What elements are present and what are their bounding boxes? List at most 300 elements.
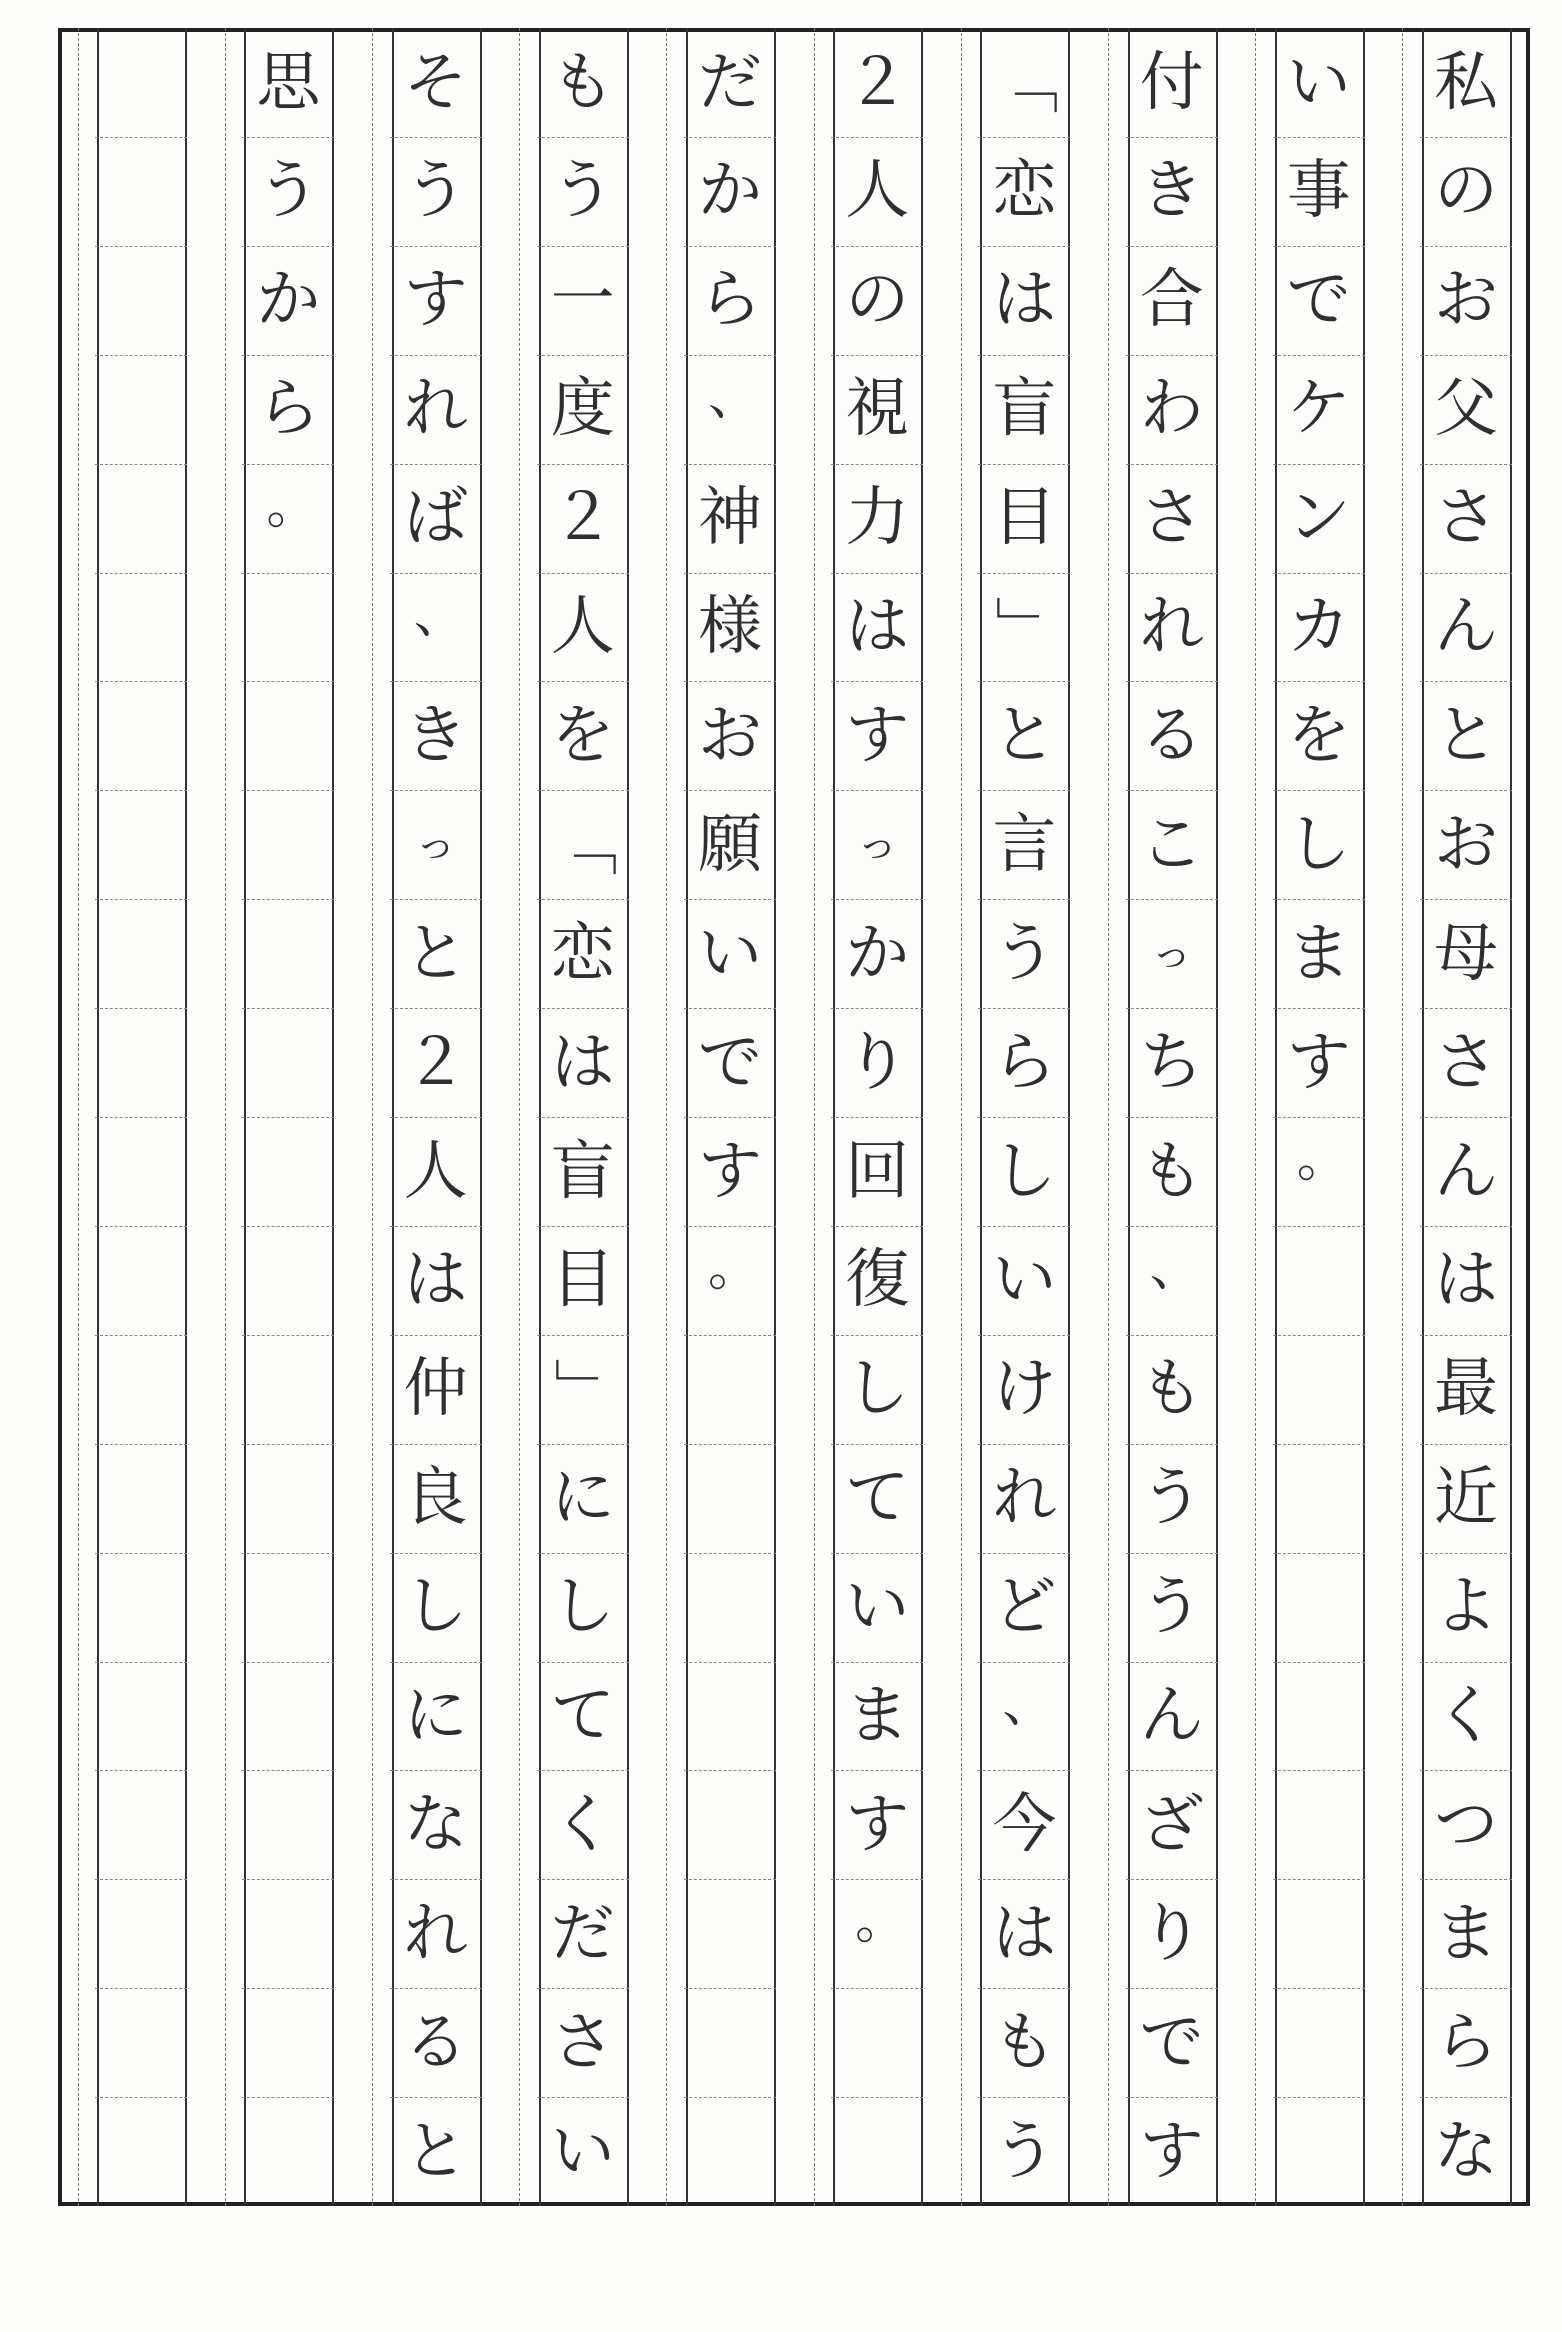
column-gutter-rule [78,28,79,2206]
cell-rule [390,137,482,138]
cell-rule [1126,1117,1218,1118]
manuscript-character: ま [1434,1896,1498,1971]
cell-rule [1273,899,1365,900]
manuscript-character: 。 [707,1237,760,1298]
cell-rule [537,2097,629,2098]
cell-rule [1273,464,1365,465]
manuscript-character: か [845,916,910,991]
cell-rule [1420,355,1512,356]
cell-rule [684,1226,776,1227]
cell-rule [978,1662,1070,1663]
manuscript-character: き [1139,154,1204,229]
column-gutter-rule [814,28,815,2206]
cell-rule [684,573,776,574]
cell-rule [1420,137,1512,138]
manuscript-character: 力 [845,481,910,556]
cell-rule [978,790,1070,791]
cell-rule [95,1770,187,1771]
manuscript-character: 。 [266,475,319,536]
manuscript-character: そ [403,45,468,120]
manuscript-character: う [992,2114,1057,2189]
manuscript-character: 思 [256,45,321,120]
cell-rule [1126,1553,1218,1554]
cell-rule [684,899,776,900]
cell-rule [390,355,482,356]
cell-rule [684,137,776,138]
manuscript-character: だ [698,45,762,120]
cell-rule [978,1553,1070,1554]
cell-rule [1126,1988,1218,1989]
manuscript-character: は [1434,1243,1498,1318]
manuscript-character: 」 [545,1357,620,1422]
manuscript-character: な [403,1787,468,1862]
cell-rule [1126,1444,1218,1445]
cell-rule [390,790,482,791]
manuscript-character: な [1434,2114,1498,2189]
manuscript-character: れ [992,1461,1057,1536]
manuscript-character: る [1139,698,1204,773]
manuscript-character: う [1139,1570,1204,1645]
cell-rule [242,681,334,682]
cell-rule [831,681,923,682]
cell-rule [1273,1662,1365,1663]
cell-rule [95,246,187,247]
manuscript-character: 度 [550,372,615,447]
manuscript-character: っ [415,821,456,868]
manuscript-character: し [845,1352,910,1427]
manuscript-character: お [1434,263,1498,338]
cell-rule [1420,1662,1512,1663]
manuscript-character: う [992,916,1057,991]
manuscript-character: 合 [1139,263,1204,338]
manuscript-character: 付 [1139,45,1204,120]
column-gutter-rule [1402,28,1403,2206]
cell-rule [242,1226,334,1227]
manuscript-character: 神 [698,481,762,556]
manuscript-character: け [992,1352,1057,1427]
cell-rule [978,1444,1070,1445]
manuscript-character: 視 [845,372,910,447]
manuscript-character: も [550,45,615,120]
cell-rule [390,2097,482,2098]
manuscript-character: と [992,698,1057,773]
cell-rule [242,1662,334,1663]
manuscript-character: 良 [403,1461,468,1536]
manuscript-character: 願 [698,807,762,882]
manuscript-character: さ [1434,481,1498,556]
manuscript-character: 母 [1434,916,1498,991]
cell-rule [1273,1335,1365,1336]
manuscript-character: す [698,1134,762,1209]
cell-rule [242,2097,334,2098]
cell-rule [390,1226,482,1227]
manuscript-character: は [992,263,1057,338]
cell-rule [1273,573,1365,574]
manuscript-character: ケ [1286,372,1351,447]
cell-rule [242,355,334,356]
manuscript-character: 人 [845,154,910,229]
manuscript-character: だ [550,1896,615,1971]
cell-rule [537,1879,629,1880]
cell-rule [242,1553,334,1554]
manuscript-character: わ [1139,372,1204,447]
cell-rule [1420,1770,1512,1771]
cell-rule [978,1335,1070,1336]
manuscript-character: う [256,154,321,229]
manuscript-character: お [1434,807,1498,882]
manuscript-character: ま [1286,916,1351,991]
manuscript-character: も [1139,1352,1204,1427]
manuscript-character: さ [1139,481,1204,556]
manuscript-character: 人 [550,590,615,664]
manuscript-character: で [1286,263,1351,338]
manuscript-character: 事 [1286,154,1351,229]
cell-rule [390,1117,482,1118]
cell-rule [1273,355,1365,356]
manuscript-character: 」 [987,595,1062,659]
manuscript-character: す [1286,1025,1351,1100]
cell-rule [242,246,334,247]
manuscript-character: で [698,1025,762,1100]
manuscript-character: っ [857,821,898,868]
cell-rule [95,1553,187,1554]
cell-rule [1420,790,1512,791]
cell-rule [684,1879,776,1880]
cell-rule [537,1226,629,1227]
manuscript-character: つ [1434,1787,1498,1862]
manuscript-character: も [1139,1134,1204,1209]
manuscript-character: 人 [403,1134,468,1209]
manuscript-character: は [992,1896,1057,1971]
cell-rule [684,1444,776,1445]
cell-rule [95,1008,187,1009]
manuscript-character: ら [992,1025,1057,1100]
cell-rule [1420,573,1512,574]
cell-rule [242,1770,334,1771]
cell-rule [1126,1770,1218,1771]
column-gutter-rule [1108,28,1109,2206]
cell-rule [831,2097,923,2098]
cell-rule [1420,464,1512,465]
column-gutter-rule [519,28,520,2206]
cell-rule [978,1117,1070,1118]
manuscript-character: ど [992,1570,1057,1645]
manuscript-character: し [992,1134,1057,1209]
manuscript-character: い [992,1243,1057,1318]
manuscript-character: を [550,698,615,773]
cell-rule [95,2097,187,2098]
cell-rule [390,1335,482,1336]
cell-rule [831,1117,923,1118]
cell-rule [831,1553,923,1554]
cell-rule [242,899,334,900]
manuscript-character: し [550,1570,615,1645]
manuscript-character: き [403,698,468,773]
cell-rule [978,246,1070,247]
cell-rule [390,1008,482,1009]
cell-rule [1126,1226,1218,1227]
cell-rule [684,1662,776,1663]
cell-rule [537,1553,629,1554]
cell-rule [831,1662,923,1663]
manuscript-character: さ [1434,1025,1498,1100]
manuscript-character: 「 [545,812,620,877]
cell-rule [978,899,1070,900]
cell-rule [684,246,776,247]
manuscript-character: て [550,1679,615,1753]
manuscript-character: 目 [550,1243,615,1318]
cell-rule [1126,1335,1218,1336]
cell-rule [242,464,334,465]
cell-rule [1126,790,1218,791]
cell-rule [978,355,1070,356]
cell-rule [978,1226,1070,1227]
cell-rule [1273,2097,1365,2098]
cell-rule [95,464,187,465]
cell-rule [978,1008,1070,1009]
column-gutter-rule [961,28,962,2206]
manuscript-character: ２ [403,1025,468,1100]
column-gutter-rule [1255,28,1256,2206]
cell-rule [537,1662,629,1663]
manuscript-character: う [550,154,615,229]
manuscript-character: 一 [550,263,615,338]
manuscript-character: し [403,1570,468,1645]
manuscript-character: こ [1139,807,1204,882]
cell-rule [1126,137,1218,138]
cell-rule [1420,1335,1512,1336]
cell-rule [1126,2097,1218,2098]
manuscript-character: 復 [845,1243,910,1318]
cell-rule [1126,681,1218,682]
manuscript-character: す [403,263,468,338]
manuscript-character: い [845,1570,910,1645]
cell-rule [978,573,1070,574]
cell-rule [95,573,187,574]
cell-rule [1126,573,1218,574]
cell-rule [1420,1117,1512,1118]
cell-rule [684,681,776,682]
manuscript-character: 、 [1149,1237,1202,1298]
cell-rule [537,1008,629,1009]
manuscript-character: り [1139,1896,1204,1971]
manuscript-character: ら [256,372,321,447]
manuscript-character: ん [1434,590,1498,664]
cell-rule [390,1662,482,1663]
cell-rule [390,1553,482,1554]
manuscript-character: 「 [987,50,1062,115]
column-gutter-rule [225,28,226,2206]
cell-rule [831,355,923,356]
cell-rule [95,1988,187,1989]
cell-rule [1126,355,1218,356]
cell-rule [390,1879,482,1880]
manuscript-character: 今 [992,1787,1057,1862]
manuscript-character: ま [845,1679,910,1753]
manuscript-character: さ [550,2005,615,2080]
manuscript-character: し [1286,807,1351,882]
cell-rule [1273,681,1365,682]
manuscript-character: ざ [1139,1787,1204,1862]
manuscript-character: に [403,1679,468,1753]
manuscript-character: 回 [845,1134,910,1209]
manuscript-character: は [845,590,910,664]
cell-rule [831,1335,923,1336]
manuscript-character: か [698,154,762,229]
cell-rule [95,1117,187,1118]
manuscript-character: い [1286,45,1351,120]
manuscript-character: う [1139,1461,1204,1536]
cell-rule [1126,1879,1218,1880]
cell-rule [684,1335,776,1336]
manuscript-character: 。 [855,1891,908,1952]
cell-rule [1126,899,1218,900]
cell-rule [978,464,1070,465]
cell-rule [1420,1879,1512,1880]
cell-rule [684,355,776,356]
cell-rule [831,1770,923,1771]
manuscript-character: ２ [845,45,910,120]
manuscript-character: す [845,698,910,773]
manuscript-character: を [1286,698,1351,773]
manuscript-character: 盲 [550,1134,615,1209]
manuscript-character: 、 [413,584,466,645]
cell-rule [95,899,187,900]
cell-rule [831,464,923,465]
manuscript-character: カ [1286,590,1351,664]
cell-rule [831,1988,923,1989]
cell-rule [1420,1988,1512,1989]
cell-rule [831,899,923,900]
cell-rule [537,137,629,138]
cell-rule [1273,246,1365,247]
cell-rule [978,1770,1070,1771]
cell-rule [831,573,923,574]
cell-rule [390,1988,482,1989]
manuscript-character: 。 [1296,1129,1349,1189]
cell-rule [978,137,1070,138]
cell-rule [242,573,334,574]
cell-rule [95,681,187,682]
cell-rule [1420,1008,1512,1009]
manuscript-character: る [403,2005,468,2080]
manuscript-character: は [403,1243,468,1318]
manuscript-character: う [403,154,468,229]
cell-rule [1273,1444,1365,1445]
cell-rule [978,1988,1070,1989]
manuscript-character: ち [1139,1025,1204,1100]
cell-rule [684,2097,776,2098]
cell-rule [242,1988,334,1989]
cell-rule [831,1444,923,1445]
cell-rule [1273,1988,1365,1989]
cell-rule [242,1008,334,1009]
cell-rule [978,681,1070,682]
manuscript-character: す [1139,2114,1204,2189]
column-gutter-rule [372,28,373,2206]
cell-rule [1126,1008,1218,1009]
manuscript-character: で [1139,2005,1204,2080]
cell-rule [978,2097,1070,2098]
cell-rule [831,1879,923,1880]
manuscript-character: い [698,916,762,991]
manuscript-character: よ [1434,1570,1498,1645]
cell-rule [242,1879,334,1880]
manuscript-character: 目 [992,481,1057,556]
cell-rule [537,1117,629,1118]
cell-rule [537,1988,629,1989]
manuscript-character: と [1434,698,1498,773]
cell-rule [1273,1117,1365,1118]
manuscript-character: 言 [992,807,1057,882]
manuscript-character: 様 [698,590,762,664]
cell-rule [537,1444,629,1445]
cell-rule [1273,1008,1365,1009]
cell-rule [831,1226,923,1227]
cell-rule [242,1117,334,1118]
cell-rule [95,790,187,791]
manuscript-character: 、 [1002,1673,1055,1734]
manuscript-character: 父 [1434,372,1498,447]
manuscript-character: い [550,2114,615,2189]
manuscript-character: か [256,263,321,338]
cell-rule [831,1008,923,1009]
manuscript-character: の [845,263,910,338]
cell-rule [537,464,629,465]
cell-rule [1420,681,1512,682]
cell-rule [684,1770,776,1771]
manuscript-character: の [1434,154,1498,229]
cell-rule [831,790,923,791]
manuscript-character: ら [1434,2005,1498,2080]
manuscript-character: れ [403,1896,468,1971]
cell-rule [1126,1662,1218,1663]
cell-rule [95,1444,187,1445]
cell-rule [1420,246,1512,247]
cell-rule [537,573,629,574]
manuscript-character: 、 [707,366,760,427]
cell-rule [684,790,776,791]
manuscript-character: ん [1139,1679,1204,1753]
manuscript-character: ば [403,481,468,556]
cell-rule [978,1879,1070,1880]
manuscript-character: 仲 [403,1352,468,1427]
cell-rule [390,899,482,900]
manuscript-character: っ [1151,930,1192,977]
cell-rule [1126,246,1218,247]
cell-rule [831,137,923,138]
cell-rule [1273,1770,1365,1771]
cell-rule [684,1988,776,1989]
manuscript-character: く [1434,1679,1498,1753]
cell-rule [684,464,776,465]
manuscript-character: す [845,1787,910,1862]
cell-rule [684,1553,776,1554]
cell-rule [537,1770,629,1771]
cell-rule [242,1335,334,1336]
manuscript-character: 近 [1434,1461,1498,1536]
manuscript-character: に [550,1461,615,1536]
cell-rule [684,1117,776,1118]
cell-rule [1273,1879,1365,1880]
cell-rule [242,1444,334,1445]
manuscript-character: は [550,1025,615,1100]
manuscript-character: り [845,1025,910,1100]
cell-rule [1420,1553,1512,1554]
cell-rule [537,355,629,356]
manuscript-character: て [845,1461,910,1536]
manuscript-character: と [403,2114,468,2189]
